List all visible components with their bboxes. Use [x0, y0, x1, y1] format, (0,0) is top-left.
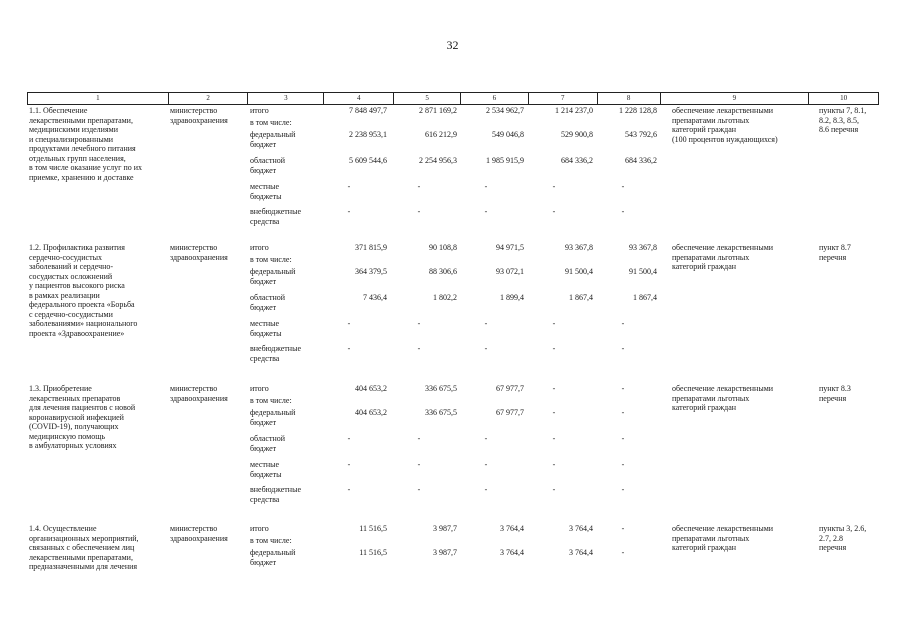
funding-value: 1 985 915,9 [486, 156, 524, 165]
funding-value: - [621, 344, 625, 353]
funding-value: - [484, 207, 488, 216]
funding-value: 1 867,4 [569, 293, 593, 302]
funding-source-line: областной [250, 293, 286, 302]
measure-name-line: и специализированными [29, 134, 114, 144]
funding-source [250, 156, 324, 175]
expected-result-line: обеспечение лекарственными [672, 384, 774, 393]
column-header: 1 [28, 93, 169, 104]
funding-source [250, 434, 324, 453]
funding-source [250, 344, 324, 363]
funding-value: 684 336,2 [561, 156, 593, 165]
expected-result-line: категорий граждан [672, 262, 737, 271]
funding-value: 3 987,7 [433, 524, 457, 533]
funding-value: - [552, 485, 556, 494]
funding-value: - [347, 182, 351, 191]
expected-result-line: категорий граждан [672, 125, 737, 134]
funding-source-line: внебюджетные [250, 344, 301, 353]
funding-value: 529 900,8 [561, 130, 593, 139]
funding-source-line: внебюджетные [250, 207, 301, 216]
measure-name-line: 1.3. Приобретение [29, 384, 92, 393]
funding-value: - [347, 207, 351, 216]
funding-value: 67 977,7 [496, 384, 524, 393]
funding-source-line: федеральный [250, 408, 296, 417]
measure-name [29, 106, 167, 182]
funding-value: 91 500,4 [629, 267, 657, 276]
funding-value: 88 306,6 [429, 267, 457, 276]
funding-value: 549 046,8 [492, 130, 524, 139]
list-reference [819, 384, 879, 403]
funding-value: 543 792,6 [625, 130, 657, 139]
funding-value: 93 367,8 [629, 243, 657, 252]
funding-source-line: областной [250, 156, 286, 165]
funding-value: 3 764,4 [569, 548, 593, 557]
measure-name-line: 1.4. Осуществление [29, 524, 97, 533]
funding-value: - [484, 460, 488, 469]
funding-value: - [417, 434, 421, 443]
column-header: 8 [598, 93, 661, 104]
column-header: 3 [248, 93, 324, 104]
funding-value: 3 764,4 [500, 524, 524, 533]
expected-result-line: категорий граждан [672, 403, 737, 412]
funding-value: - [552, 319, 556, 328]
executor [170, 524, 246, 543]
column-header: 2 [169, 93, 249, 104]
funding-value: - [484, 485, 488, 494]
funding-source [250, 536, 324, 546]
measure-name [29, 243, 167, 338]
funding-value: - [347, 485, 351, 494]
measure-name-line: лекарственными препаратами, [29, 552, 133, 562]
funding-source-line: в том числе: [250, 255, 292, 264]
funding-source [250, 267, 324, 286]
funding-value: - [621, 434, 625, 443]
expected-result-line: обеспечение лекарственными [672, 524, 774, 533]
measure-name-line: отдельных групп населения, [29, 153, 126, 163]
funding-value: - [417, 460, 421, 469]
funding-value: - [621, 408, 625, 417]
funding-value: - [552, 408, 556, 417]
list-reference-line: пункт 8.3 [819, 384, 851, 393]
funding-value: 94 971,5 [496, 243, 524, 252]
funding-value: 3 764,4 [569, 524, 593, 533]
funding-value: 616 212,9 [425, 130, 457, 139]
funding-source-line: бюджеты [250, 191, 282, 201]
funding-value: - [484, 344, 488, 353]
funding-value: 5 609 544,6 [349, 156, 387, 165]
funding-value: - [552, 207, 556, 216]
funding-value: - [552, 182, 556, 191]
list-reference-line: перечня [819, 543, 847, 552]
funding-value: 3 987,7 [433, 548, 457, 557]
executor [170, 106, 246, 125]
funding-value: 336 675,5 [425, 384, 457, 393]
funding-value: - [417, 344, 421, 353]
funding-source-line: областной [250, 434, 286, 443]
measure-name-line: с сердечно-сосудистыми [29, 309, 113, 319]
funding-source-line: в том числе: [250, 536, 292, 545]
list-reference-line: пункты 7, 8.1, [819, 106, 867, 115]
funding-value: 2 534 962,7 [486, 106, 524, 115]
funding-source [250, 460, 324, 479]
executor-line: министерство [170, 384, 218, 393]
funding-value: 1 899,4 [500, 293, 524, 302]
funding-value: 2 871 169,2 [419, 106, 457, 115]
executor [170, 384, 246, 403]
list-reference [819, 106, 879, 135]
funding-source [250, 485, 324, 504]
funding-value: - [621, 207, 625, 216]
funding-value: - [417, 485, 421, 494]
funding-source [250, 293, 324, 312]
funding-value: 67 977,7 [496, 408, 524, 417]
funding-source-line: бюджет [250, 443, 277, 453]
funding-value: - [417, 182, 421, 191]
list-reference-line: пункты 3, 2.6, [819, 524, 867, 533]
expected-result-line: препаратами льготных [672, 115, 750, 125]
executor-line: министерство [170, 106, 218, 115]
funding-value: - [621, 524, 625, 533]
measure-name-line: медицинскую помощь [29, 431, 106, 441]
expected-result [672, 384, 818, 413]
measure-name-line: организационных мероприятий, [29, 533, 139, 543]
funding-value: 404 653,2 [355, 384, 387, 393]
measure-name-line: связанных с обеспечением лиц [29, 543, 135, 552]
funding-value: 3 764,4 [500, 548, 524, 557]
funding-value: - [552, 384, 556, 393]
funding-value: - [347, 319, 351, 328]
funding-value: - [621, 384, 625, 393]
executor-line: здравоохранения [170, 533, 228, 543]
funding-source [250, 548, 324, 567]
funding-value: 1 802,2 [433, 293, 457, 302]
measure-name-line: сосудистых осложнений [29, 271, 113, 281]
funding-value: 2 254 956,3 [419, 156, 457, 165]
funding-value: 11 516,5 [359, 548, 387, 557]
funding-value: - [552, 460, 556, 469]
funding-value: 371 815,9 [355, 243, 387, 252]
funding-source-line: бюджет [250, 276, 277, 286]
funding-source-line: бюджет [250, 557, 277, 567]
funding-value: 7 436,4 [363, 293, 387, 302]
funding-source-line: средства [250, 353, 280, 363]
expected-result-line: обеспечение лекарственными [672, 106, 774, 115]
funding-source [250, 396, 324, 406]
list-reference [819, 243, 879, 262]
expected-result-line: препаратами льготных [672, 252, 750, 262]
funding-source [250, 524, 324, 534]
measure-name-line: сердечно-сосудистых [29, 252, 102, 262]
program-table [27, 92, 879, 571]
funding-source-line: бюджеты [250, 328, 282, 338]
measure-name-line: медицинскими изделиями [29, 125, 118, 134]
list-reference-line: 8.2, 8.3, 8.5, [819, 115, 859, 125]
funding-source-line: внебюджетные [250, 485, 301, 494]
column-header-row [27, 92, 879, 105]
funding-value: 91 500,4 [565, 267, 593, 276]
funding-value: - [347, 344, 351, 353]
measure-name [29, 524, 167, 572]
column-header: 5 [394, 93, 461, 104]
funding-value: 336 675,5 [425, 408, 457, 417]
funding-source-line: местные [250, 319, 280, 328]
funding-value: - [621, 182, 625, 191]
funding-source-line: федеральный [250, 130, 296, 139]
funding-source-line: федеральный [250, 267, 296, 276]
measure-name-line: заболеваниями» национального [29, 319, 138, 328]
column-header: 4 [324, 93, 394, 104]
executor-line: здравоохранения [170, 393, 228, 403]
measure-name-line: коронавирусной инфекцией [29, 412, 124, 422]
funding-source-line: бюджет [250, 165, 277, 175]
funding-value: 93 072,1 [496, 267, 524, 276]
funding-source-line: бюджет [250, 417, 277, 427]
funding-value: 93 367,8 [565, 243, 593, 252]
measure-name-line: для лечения пациентов с новой [29, 403, 136, 412]
funding-value: 684 336,2 [625, 156, 657, 165]
measure-name-line: у пациентов высокого риска [29, 281, 125, 290]
funding-value: - [552, 344, 556, 353]
list-reference-line: 2.7, 2.8 [819, 533, 843, 543]
list-reference-line: 8.6 перечня [819, 125, 859, 134]
expected-result [672, 243, 818, 272]
measure-name-line: федерального проекта «Борьба [29, 300, 135, 309]
expected-result-line: препаратами льготных [672, 533, 750, 543]
funding-value: 1 228 128,8 [619, 106, 657, 115]
column-header: 10 [840, 94, 848, 102]
funding-value: 1 867,4 [633, 293, 657, 302]
column-header: 7 [529, 93, 598, 104]
funding-value: - [552, 434, 556, 443]
funding-source-line: местные [250, 182, 280, 191]
funding-source-line: итого [250, 243, 269, 252]
measure-name-line: в том числе оказание услуг по их [29, 163, 143, 172]
funding-value: - [621, 319, 625, 328]
funding-value: 2 238 953,1 [349, 130, 387, 139]
funding-value: - [347, 434, 351, 443]
funding-source-line: итого [250, 106, 269, 115]
funding-value: 1 214 237,0 [555, 106, 593, 115]
funding-source-line: бюджеты [250, 469, 282, 479]
expected-result-line: препаратами льготных [672, 393, 750, 403]
expected-result-line: категорий граждан [672, 543, 737, 552]
funding-source-line: итого [250, 384, 269, 393]
funding-value: 90 108,8 [429, 243, 457, 252]
funding-value: - [621, 460, 625, 469]
list-reference-line: перечня [819, 252, 847, 262]
measure-name-line: в рамках реализации [29, 290, 100, 300]
measure-name-line: предназначенными для лечения [29, 562, 138, 571]
expected-result-line: обеспечение лекарственными [672, 243, 774, 252]
column-header: 6 [461, 93, 529, 104]
funding-source [250, 319, 324, 338]
funding-value: - [621, 548, 625, 557]
funding-source-line: федеральный [250, 548, 296, 557]
executor-line: здравоохранения [170, 252, 228, 262]
measure-name-line: проекта «Здравоохранение» [29, 328, 125, 338]
funding-source [250, 408, 324, 427]
funding-value: - [484, 182, 488, 191]
funding-value: - [417, 207, 421, 216]
funding-source-line: в том числе: [250, 396, 292, 405]
funding-source-line: местные [250, 460, 280, 469]
executor-line: министерство [170, 243, 218, 252]
funding-value: - [484, 434, 488, 443]
list-reference-line: перечня [819, 393, 847, 403]
executor-line: здравоохранения [170, 115, 228, 125]
funding-source-line: средства [250, 216, 280, 226]
funding-value: - [417, 319, 421, 328]
funding-source [250, 130, 324, 149]
funding-value: 364 379,5 [355, 267, 387, 276]
funding-source-line: итого [250, 524, 269, 533]
funding-source [250, 255, 324, 265]
funding-source-line: бюджет [250, 139, 277, 149]
measure-name-line: (COVID-19), получающих [29, 422, 119, 431]
funding-value: - [347, 460, 351, 469]
funding-source-line: средства [250, 494, 280, 504]
measure-name-line: лекарственных препаратов [29, 393, 121, 403]
funding-source [250, 118, 324, 128]
measure-name [29, 384, 167, 451]
funding-source-line: бюджет [250, 302, 277, 312]
executor [170, 243, 246, 262]
list-reference-line: пункт 8.7 [819, 243, 851, 252]
expected-result [672, 106, 818, 144]
funding-source [250, 182, 324, 201]
page-number: 32 [446, 38, 459, 52]
funding-source [250, 106, 324, 116]
measure-name-line: приемке, хранению и доставке [29, 172, 134, 182]
funding-source-line: в том числе: [250, 118, 292, 127]
expected-result [672, 524, 818, 553]
column-header: 9 [661, 93, 810, 104]
expected-result-line: (100 процентов нуждающихся) [672, 134, 778, 144]
measure-name-line: в амбулаторных условиях [29, 441, 117, 450]
measure-name-line: продуктами лечебного питания [29, 144, 136, 153]
measure-name-line: заболеваний и сердечно- [29, 262, 114, 271]
measure-name-line: 1.2. Профилактика развития [29, 243, 125, 252]
funding-value: 11 516,5 [359, 524, 387, 533]
measure-name-line: лекарственными препаратами, [29, 115, 133, 125]
list-reference [819, 524, 879, 553]
funding-value: 7 848 497,7 [349, 106, 387, 115]
measure-name-line: 1.1. Обеспечение [29, 106, 88, 115]
funding-value: 404 653,2 [355, 408, 387, 417]
executor-line: министерство [170, 524, 218, 533]
funding-source [250, 384, 324, 394]
funding-source [250, 243, 324, 253]
funding-value: - [484, 319, 488, 328]
funding-value: - [621, 485, 625, 494]
funding-source [250, 207, 324, 226]
